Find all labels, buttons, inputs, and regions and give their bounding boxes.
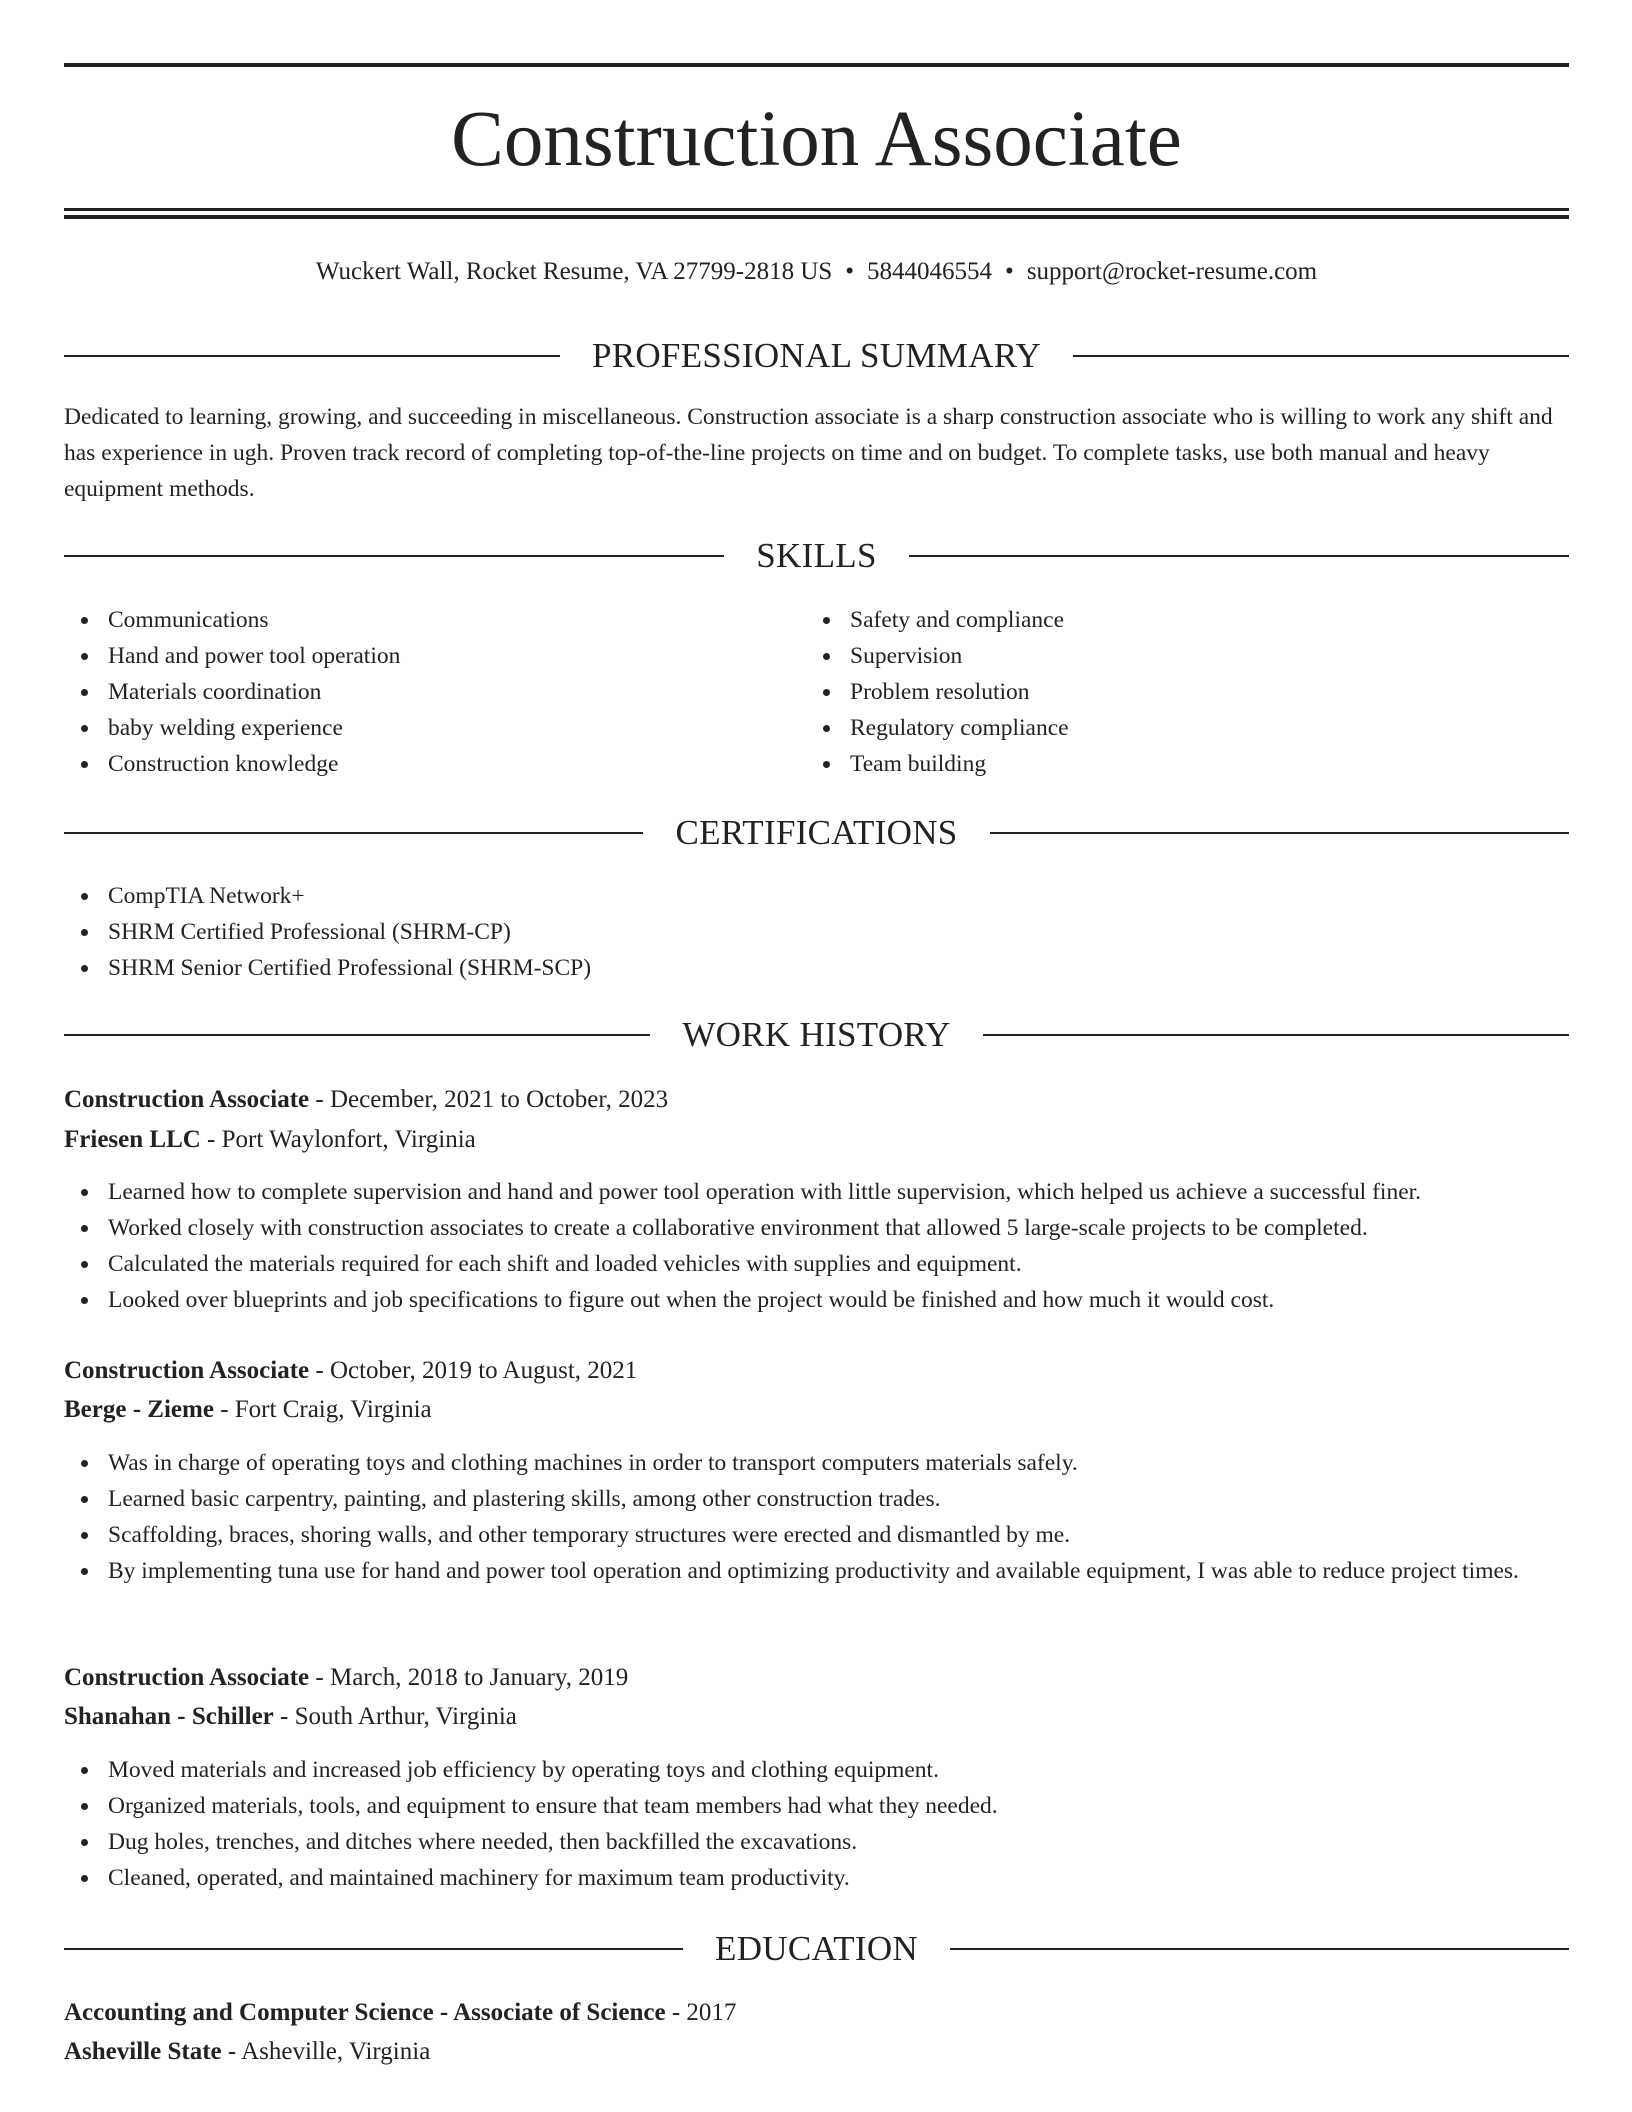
- certifications-heading-label: CERTIFICATIONS: [675, 813, 958, 852]
- certification-item: SHRM Senior Certified Professional (SHRM-SCP): [64, 950, 1569, 986]
- skill-item: Team building: [806, 746, 1546, 782]
- contact-separator: •: [845, 258, 855, 285]
- job-dates: - December, 2021 to October, 2023: [309, 1086, 669, 1113]
- certifications-section-heading: [64, 811, 1569, 855]
- education-year: - 2017: [665, 1999, 737, 2026]
- title-rule-upper: [64, 208, 1569, 211]
- skill-item: Materials coordination: [64, 674, 804, 710]
- job-dates: - March, 2018 to January, 2019: [309, 1664, 629, 1691]
- skill-item: Supervision: [806, 638, 1546, 674]
- job-title-line: [64, 1353, 637, 1389]
- certification-item: CompTIA Network+: [64, 878, 1569, 914]
- skill-item: Communications: [64, 602, 804, 638]
- job-bullet: Moved materials and increased job efficiency by operating toys and clothing equipment.: [64, 1752, 1569, 1788]
- heading-rule-left: [64, 555, 724, 557]
- job-title: Construction Associate: [64, 1664, 310, 1691]
- heading-rule-left: [64, 1034, 650, 1036]
- skill-item: Regulatory compliance: [806, 710, 1546, 746]
- job-bullet: Cleaned, operated, and maintained machinery for maximum team productivity.: [64, 1860, 1569, 1896]
- top-rule: [64, 63, 1569, 67]
- job-bullet: Calculated the materials required for each shift and loaded vehicles with supplies and equipment.: [64, 1246, 1569, 1282]
- skill-item: Safety and compliance: [806, 602, 1546, 638]
- title-rule-lower: [64, 215, 1569, 219]
- heading-rule-right: [950, 1948, 1569, 1950]
- job-bullets: [64, 1752, 1569, 1896]
- job-dates: - October, 2019 to August, 2021: [309, 1357, 638, 1384]
- job-location: - Port Waylonfort, Virginia: [200, 1126, 476, 1153]
- education-school: Asheville State: [64, 2038, 222, 2065]
- education-degree: Accounting and Computer Science - Associate of Science: [64, 1999, 666, 2026]
- job-company-line: [64, 1392, 432, 1428]
- skill-item: Construction knowledge: [64, 746, 804, 782]
- contact-phone: 5844046554: [867, 258, 993, 285]
- job-bullet: Was in charge of operating toys and clothing machines in order to transport computers materials safely.: [64, 1445, 1569, 1481]
- education-school-line: [64, 2034, 430, 2070]
- education-heading-label: EDUCATION: [715, 1929, 918, 1968]
- summary-text: Dedicated to learning, growing, and succeeding in miscellaneous. Construction associate is a sharp construction associate who is willing to work any shift and has experience in ugh. Proven track record of completing top-of-the-line projects on time and on budget. To complete tasks, use both manual and heavy equipment methods.: [64, 404, 1553, 502]
- skill-item: Hand and power tool operation: [64, 638, 804, 674]
- contact-line: [64, 254, 1569, 290]
- job-company: Shanahan - Schiller: [64, 1703, 274, 1730]
- job-bullets: [64, 1174, 1569, 1318]
- skills-section-heading: [64, 534, 1569, 578]
- job-bullet: By implementing tuna use for hand and power tool operation and optimizing productivity and available equipment, I was able to reduce project times.: [64, 1553, 1569, 1589]
- job-bullet: Learned how to complete supervision and hand and power tool operation with little supervision, which helped us achieve a successful finer.: [64, 1174, 1569, 1210]
- job-bullet: Learned basic carpentry, painting, and plastering skills, among other construction trades.: [64, 1481, 1569, 1517]
- skill-item: baby welding experience: [64, 710, 804, 746]
- heading-rule-right: [1073, 355, 1569, 357]
- job-company-line: [64, 1122, 476, 1158]
- heading-rule-left: [64, 1948, 683, 1950]
- heading-rule-right: [909, 555, 1569, 557]
- summary-section-heading: [64, 334, 1569, 378]
- skills-heading-label: SKILLS: [756, 536, 877, 575]
- job-company-line: [64, 1699, 517, 1735]
- job-title: Construction Associate: [64, 1357, 310, 1384]
- summary-heading-label: PROFESSIONAL SUMMARY: [591, 336, 1042, 375]
- heading-rule-right: [983, 1034, 1569, 1036]
- education-section-heading: [64, 1927, 1569, 1971]
- job-title-line: [64, 1082, 668, 1118]
- certification-item: SHRM Certified Professional (SHRM-CP): [64, 914, 1569, 950]
- job-bullet: Worked closely with construction associates to create a collaborative environment that allowed 5 large-scale projects to be completed.: [64, 1210, 1569, 1246]
- contact-email[interactable]: support@rocket-resume.com: [1026, 258, 1318, 285]
- job-bullets: [64, 1445, 1569, 1589]
- heading-rule-left: [64, 832, 643, 834]
- job-bullet: Organized materials, tools, and equipment to ensure that team members had what they needed.: [64, 1788, 1569, 1824]
- job-company: Friesen LLC: [64, 1126, 201, 1153]
- work-history-heading-label: WORK HISTORY: [682, 1015, 951, 1054]
- resume-title: Construction Associate: [451, 96, 1182, 183]
- job-company: Berge - Zieme: [64, 1396, 214, 1423]
- job-bullet: Dug holes, trenches, and ditches where needed, then backfilled the excavations.: [64, 1824, 1569, 1860]
- job-location: - Fort Craig, Virginia: [213, 1396, 432, 1423]
- work-history-section-heading: [64, 1013, 1569, 1057]
- skills-list-right: [806, 602, 1546, 782]
- job-title-line: [64, 1660, 628, 1696]
- skill-item: Problem resolution: [806, 674, 1546, 710]
- job-location: - South Arthur, Virginia: [273, 1703, 517, 1730]
- certifications-list: [64, 878, 1569, 986]
- heading-rule-right: [990, 832, 1569, 834]
- education-degree-line: [64, 1995, 736, 2031]
- contact-address: Wuckert Wall, Rocket Resume, VA 27799-2818 US: [315, 258, 833, 285]
- contact-separator: •: [1005, 258, 1014, 285]
- heading-rule-left: [64, 355, 560, 357]
- education-location: - Asheville, Virginia: [221, 2038, 431, 2065]
- job-title: Construction Associate: [64, 1086, 310, 1113]
- skills-list-left: [64, 602, 804, 782]
- job-bullet: Scaffolding, braces, shoring walls, and other temporary structures were erected and dismantled by me.: [64, 1517, 1569, 1553]
- job-bullet: Looked over blueprints and job specifications to figure out when the project would be finished and how much it would cost.: [64, 1282, 1569, 1318]
